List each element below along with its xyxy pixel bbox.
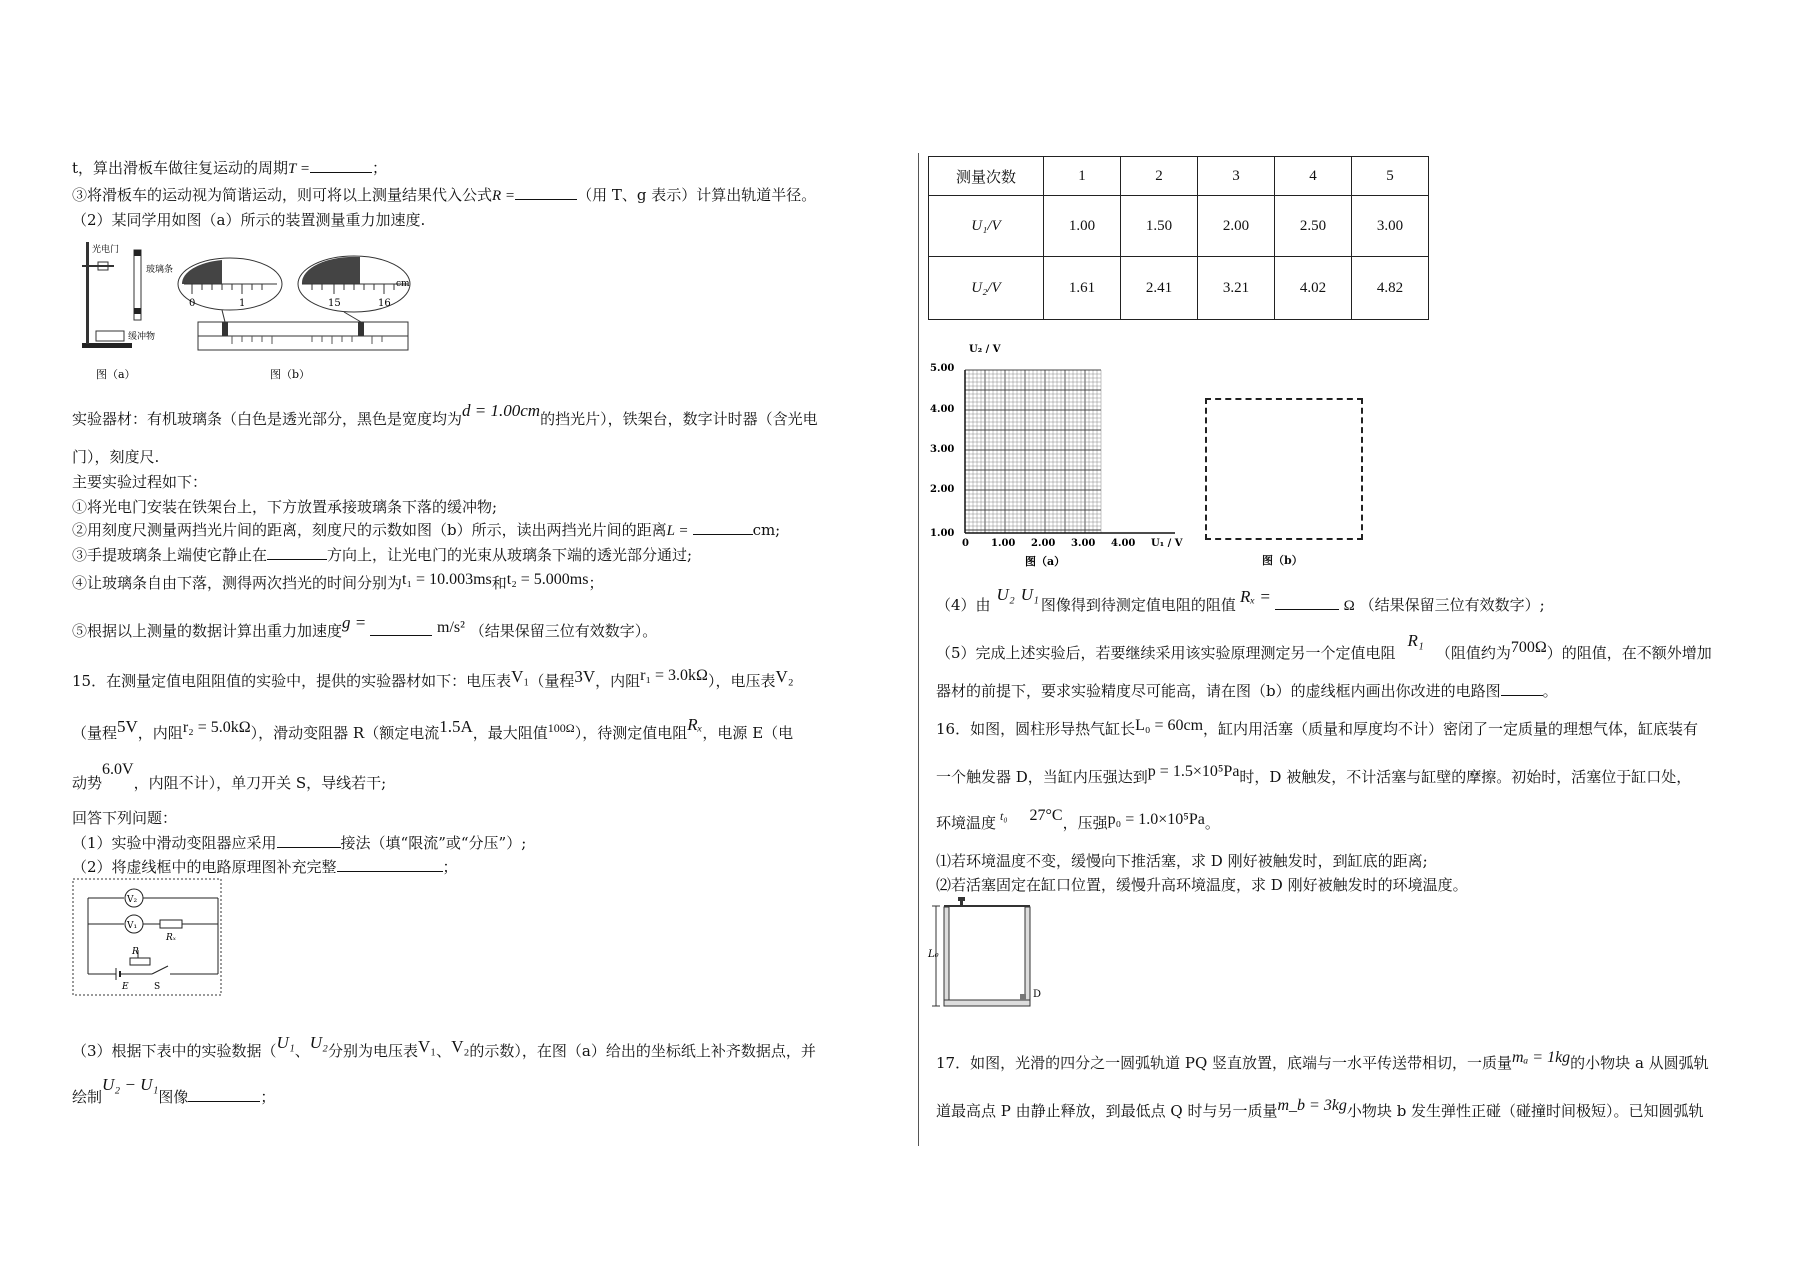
- label-e: E: [122, 982, 129, 992]
- unit: m/s²: [437, 619, 465, 636]
- table-row: [929, 196, 1429, 257]
- table-header-cell: 4: [1275, 157, 1352, 196]
- text: ③手提玻璃条上端使它静止在: [72, 546, 268, 564]
- text: t，算出滑板车做往复运动的周期: [72, 159, 289, 177]
- table-header-cell: 2: [1121, 157, 1198, 196]
- grid-lines: [965, 370, 1101, 533]
- text: 17．如图，光滑的四分之一圆弧轨道 PQ 竖直放置，底端与一水平传送带相切，一质量: [936, 1054, 1513, 1072]
- label-l0: L₀: [928, 949, 939, 960]
- text: ；: [588, 574, 604, 592]
- text: 15．在测量定值电阻阻值的实验中，提供的实验器材如下：电压表: [72, 672, 512, 690]
- line-radius: [72, 184, 816, 205]
- apparatus-figure: [72, 238, 432, 388]
- text: 绘制: [72, 1088, 103, 1106]
- text: 器材的前提下，要求实验精度尽可能高，请在图（b）的虚线框内画出你改进的电路图: [936, 682, 1501, 700]
- switch-icon: [152, 966, 168, 974]
- text: 接法（填“限流”或“分压”）;: [340, 834, 527, 852]
- formula: Rₓ: [687, 715, 703, 734]
- text: 图像: [158, 1088, 189, 1106]
- formula: U₂: [309, 1033, 328, 1052]
- line-period: [72, 157, 387, 178]
- table-cell: 2.50: [1275, 196, 1352, 257]
- ruler-scale: [198, 336, 408, 350]
- caption-fig-a: 图（a）: [96, 368, 136, 381]
- text: ③将滑板车的运动视为简谐运动，则可将以上测量结果代入公式: [72, 186, 493, 204]
- formula: U₂ − U₁: [102, 1075, 159, 1094]
- rheostat-icon: [130, 958, 150, 965]
- text: ，压强: [1062, 814, 1108, 832]
- text: 的挡光片），铁架台，数字计时器（含光电: [540, 410, 818, 428]
- text: ），待测定值电阻: [574, 724, 688, 742]
- text: ，内阻: [137, 724, 183, 742]
- text: （5）完成上述实验后，若要继续采用该实验原理测定另一个定值电阻: [936, 644, 1396, 662]
- y-tick-label: 5.00: [930, 363, 955, 374]
- answer-blank[interactable]: [267, 545, 327, 560]
- answer-blank[interactable]: [310, 158, 372, 173]
- answer-blank[interactable]: [370, 621, 432, 636]
- label-glass-strip: 玻璃条: [146, 265, 174, 275]
- table-row: [929, 257, 1429, 320]
- answer-blank[interactable]: [515, 185, 577, 200]
- table-header-cell: 1: [1044, 157, 1121, 196]
- table-cell: 4.02: [1275, 257, 1352, 320]
- text: ），滑动变阻器 R（额定电流: [250, 724, 440, 742]
- text: （3）根据下表中的实验数据（: [72, 1042, 277, 1060]
- step-4: [72, 572, 603, 593]
- formula: 27°C: [1029, 807, 1063, 824]
- text: 。: [1542, 682, 1558, 700]
- ruler-fine-ticks: [232, 336, 382, 344]
- text: 图像得到待测定值电阻的阻值: [1040, 596, 1236, 614]
- piston-handle: [958, 897, 965, 901]
- answer-blank[interactable]: [1275, 595, 1339, 610]
- dashed-frame: [73, 879, 221, 995]
- answer-blank[interactable]: [337, 857, 443, 872]
- shade-mark: [358, 322, 364, 336]
- y-tick-label: 3.00: [930, 444, 955, 455]
- answer-circuit-box[interactable]: [1205, 398, 1363, 540]
- caption-fig-b: 图（b）: [270, 368, 311, 381]
- cylinder-bottom: [944, 1000, 1030, 1006]
- text: ；: [260, 1088, 276, 1106]
- step-2: [72, 519, 780, 540]
- q16-line-3: [936, 807, 1220, 833]
- shade-top: [134, 250, 141, 256]
- q16-line-1: [936, 718, 1698, 739]
- table-cell: 1.50: [1121, 196, 1198, 257]
- zoom-shade-right: [302, 257, 360, 284]
- text: 的示数），在图（a）给出的坐标纸上补齐数据点，并: [469, 1042, 816, 1060]
- text: （结果保留三位有效数字）。: [469, 622, 658, 640]
- stand-base: [82, 343, 132, 348]
- text: ⑤根据以上测量的数据计算出重力加速度: [72, 622, 343, 640]
- unit-cm: cm: [396, 279, 410, 289]
- answer-blank[interactable]: [693, 520, 753, 535]
- table-cell: 2.00: [1198, 196, 1275, 257]
- table-cell: 3.00: [1352, 196, 1429, 257]
- ruler-body: [198, 322, 408, 336]
- text: 分别为电压表: [327, 1042, 418, 1060]
- formula: mₐ = 1kg: [1512, 1049, 1571, 1066]
- q15-line-1: [72, 667, 794, 691]
- shade-mark: [222, 322, 228, 336]
- formula: U₁: [276, 1033, 295, 1052]
- answer-blank[interactable]: [277, 833, 341, 848]
- text: （2）将虚线框中的电路原理图补充完整: [72, 858, 337, 876]
- tick-label: 16: [378, 298, 391, 309]
- table-cell: 1.00: [1044, 196, 1121, 257]
- text: 的小物块 a 从圆弧轨: [1570, 1054, 1709, 1072]
- label-r: R: [132, 947, 139, 957]
- line-equipment: [72, 401, 818, 429]
- formula: g =: [342, 613, 367, 632]
- label-photogate: 光电门: [92, 245, 120, 255]
- step-3: [72, 544, 692, 565]
- text: 小物块 b 发生弹性正碰（碰撞时间极短）。已知圆弧轨: [1346, 1102, 1704, 1120]
- formula: L₀ = 60cm: [1135, 717, 1204, 734]
- pointer-line: [222, 310, 225, 322]
- formula: r₂ = 5.0kΩ: [182, 719, 251, 736]
- formula: 100Ω: [547, 721, 575, 735]
- answer-blank[interactable]: [1501, 681, 1543, 696]
- table-cell: 2.41: [1121, 257, 1198, 320]
- text: ）的阻值，在不额外增加: [1546, 644, 1712, 662]
- text: ，电源 E（电: [702, 724, 794, 742]
- cylinder-wall-right: [1025, 907, 1030, 1005]
- formula: m_b = 3kg: [1277, 1097, 1347, 1114]
- y-axis-label: U₂ / V: [969, 344, 1001, 355]
- formula: t₂ = 5.000ms: [506, 571, 589, 588]
- text: （量程: [72, 724, 118, 742]
- answer-title: 回答下列问题：: [72, 809, 178, 827]
- text: （4）由: [936, 596, 991, 614]
- cylinder-diagram: [930, 895, 1060, 1020]
- formula: p = 1.5×10⁵Pa: [1147, 763, 1240, 780]
- table-cell: 4.82: [1352, 257, 1429, 320]
- formula: R =: [492, 188, 516, 204]
- sub-question-3-line-2: [72, 1075, 276, 1107]
- formula: V₁: [511, 667, 530, 686]
- text: 和: [491, 574, 507, 592]
- question-2-intro: （2）某同学用如图（a）所示的装置测量重力加速度.: [72, 211, 426, 229]
- text: ②用刻度尺测量两挡光片间的距离，刻度尺的示数如图（b）所示，读出两挡光片间的距离: [72, 521, 667, 539]
- x-tick-label: 0: [962, 538, 969, 549]
- table-cell: 1.61: [1044, 257, 1121, 320]
- process-title: 主要实验过程如下：: [72, 473, 208, 491]
- table-header-cell: 3: [1198, 157, 1275, 196]
- y-tick-label: 1.00: [930, 528, 955, 539]
- label-v2: V₂: [127, 895, 138, 905]
- y-tick-label: 4.00: [930, 404, 955, 415]
- column-divider: [918, 153, 919, 1146]
- table-header-cell: 5: [1352, 157, 1429, 196]
- text: cm;: [752, 521, 781, 539]
- sub-question-3: [72, 1033, 816, 1061]
- pointer-line: [344, 312, 361, 322]
- row-label-u1: U₁/V: [929, 196, 1044, 257]
- label-rx: Rₓ: [166, 933, 176, 943]
- text: ），电压表: [707, 672, 776, 690]
- table-header-cell: 测量次数: [929, 157, 1044, 196]
- q17-line-1: [936, 1049, 1709, 1073]
- label-v1: V₁: [127, 921, 138, 931]
- caption-graph-b: 图（b）: [1262, 554, 1303, 567]
- formula: t₀: [1000, 809, 1008, 823]
- q4-line: [936, 585, 1545, 615]
- tick-label: 1: [239, 298, 246, 309]
- formula: U₁: [1020, 585, 1039, 604]
- formula: 6.0V: [102, 761, 134, 778]
- text: （结果保留三位有效数字）;: [1359, 596, 1545, 614]
- formula: U₂: [996, 585, 1015, 604]
- x-tick-label: 2.00: [1031, 538, 1056, 549]
- sub-question-1: [72, 832, 526, 853]
- text: 实验器材：有机玻璃条（白色是透光部分，黑色是宽度均为: [72, 410, 463, 428]
- formula: 5V: [117, 717, 138, 736]
- text: ，内阻: [595, 672, 641, 690]
- x-tick-label: 1.00: [991, 538, 1016, 549]
- text: 门），刻度尺.: [72, 448, 160, 466]
- formula: r₁ = 3.0kΩ: [640, 667, 708, 684]
- graph-paper-figure: [925, 340, 1185, 570]
- x-tick-label: 4.00: [1111, 538, 1136, 549]
- text: 方向上，让光电门的光束从玻璃条下端的透光部分通过;: [327, 546, 693, 564]
- buffer-icon: [96, 331, 124, 341]
- text: （阻值约为: [1435, 644, 1511, 662]
- text: 环境温度: [936, 814, 997, 832]
- shade-bottom: [134, 308, 141, 314]
- table-cell: 3.21: [1198, 257, 1275, 320]
- resistor-rx-icon: [160, 920, 182, 928]
- text: 、: [436, 1042, 452, 1060]
- table-header-row: [929, 157, 1429, 196]
- label-buffer: 缓冲物: [128, 332, 156, 342]
- row-label-u2: U₂/V: [929, 257, 1044, 320]
- circuit-diagram: [72, 878, 224, 998]
- text: （1）实验中滑动变阻器应采用: [72, 834, 277, 852]
- text: 一个触发器 D，当缸内压强达到: [936, 768, 1148, 786]
- text: ，缸内用活塞（质量和厚度均不计）密闭了一定质量的理想气体，缸底装有: [1203, 720, 1699, 738]
- formula: p₀ = 1.0×10⁵Pa: [1107, 811, 1205, 828]
- formula: d = 1.00cm: [462, 401, 541, 420]
- label-s: S: [154, 982, 161, 992]
- measurement-table: [928, 156, 1429, 320]
- formula: T =: [288, 161, 310, 177]
- formula: 3V: [574, 667, 596, 686]
- q15-line-3: [72, 761, 387, 793]
- tick-label: 15: [328, 298, 341, 309]
- formula: 1.5A: [439, 717, 473, 736]
- q16-line-2: [936, 763, 1692, 787]
- text: ；: [442, 858, 458, 876]
- text: （用 T、g 表示）计算出轨道半径。: [577, 186, 817, 204]
- step-1: ①将光电门安装在铁架台上，下方放置承接玻璃条下落的缓冲物;: [72, 498, 498, 516]
- text: ；: [371, 159, 387, 177]
- formula: Rₓ =: [1239, 587, 1271, 606]
- text: 、: [294, 1042, 310, 1060]
- text: 时，D 被触发，不计活塞与缸壁的摩擦。初始时，活塞位于缸口处，: [1239, 768, 1692, 786]
- formula: V₂: [451, 1037, 470, 1056]
- text: 。: [1204, 814, 1220, 832]
- formula: t₁ = 10.003ms: [402, 571, 492, 588]
- trigger-d-icon: [1020, 994, 1026, 1000]
- text: 动势: [72, 774, 103, 792]
- x-axis-label: U₁ / V: [1151, 538, 1183, 549]
- answer-blank[interactable]: [188, 1087, 260, 1102]
- text: ，内阻不计），单刀开关 S，导线若干;: [133, 774, 387, 792]
- formula: L =: [666, 523, 689, 539]
- formula: R₁: [1407, 631, 1424, 650]
- formula: 700Ω: [1510, 639, 1547, 656]
- q16-part-1: ⑴若环境温度不变，缓慢向下推活塞，求 D 刚好被触发时，到缸底的距离;: [936, 852, 1428, 870]
- q5-line-1: [936, 631, 1712, 663]
- cylinder-wall-left: [944, 907, 949, 1005]
- text: ④让玻璃条自由下落，测得两次挡光的时间分别为: [72, 574, 403, 592]
- step-5: [72, 613, 658, 641]
- unit: Ω: [1343, 598, 1355, 614]
- label-d: D: [1033, 989, 1042, 1000]
- text: （量程: [529, 672, 575, 690]
- caption-graph-a: 图（a）: [1025, 555, 1066, 568]
- q15-line-2: [72, 715, 794, 743]
- text: ，最大阻值: [472, 724, 548, 742]
- q16-part-2: ⑵若活塞固定在缸口位置，缓慢升高环境温度，求 D 刚好被触发时的环境温度。: [936, 876, 1468, 894]
- tick-label: 0: [189, 298, 196, 309]
- x-tick-label: 3.00: [1071, 538, 1096, 549]
- q17-line-2: [936, 1097, 1704, 1121]
- text: 道最高点 P 由静止释放，到最低点 Q 时与另一质量: [936, 1102, 1278, 1120]
- y-tick-label: 2.00: [930, 484, 955, 495]
- text: 16．如图，圆柱形导热气缸长: [936, 720, 1136, 738]
- sub-question-2: [72, 856, 458, 877]
- stand-pole: [86, 242, 89, 344]
- formula: V₁: [417, 1037, 437, 1056]
- q5-line-2: [936, 680, 1558, 701]
- formula: V₂: [775, 667, 794, 686]
